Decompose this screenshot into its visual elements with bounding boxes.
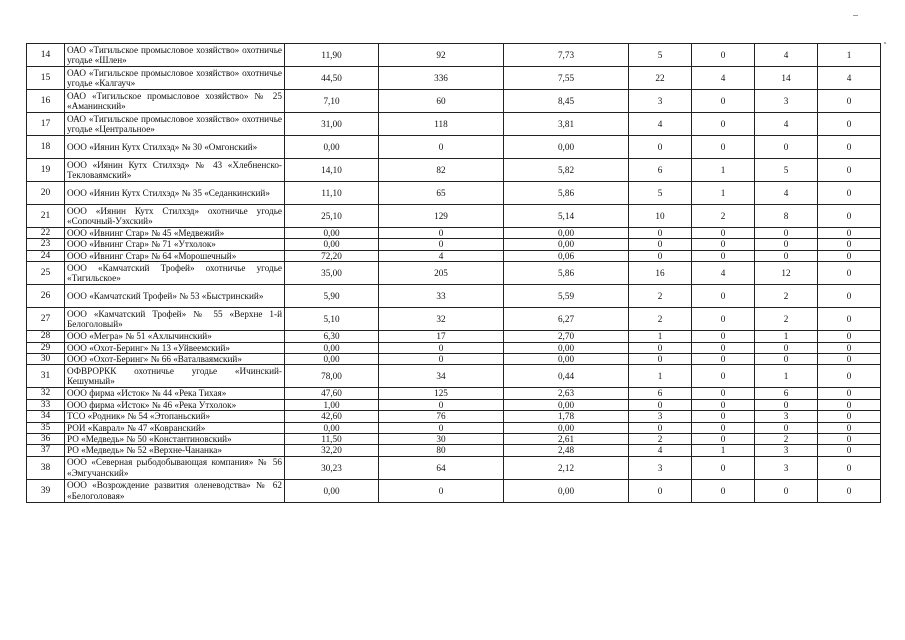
quota-column-4: 0 (818, 113, 881, 136)
density-value: 2,70 (504, 331, 629, 342)
table-row (27, 239, 881, 250)
quota-column-3: 0 (755, 250, 818, 261)
table-row (27, 159, 881, 182)
area-value: 47,60 (285, 388, 379, 399)
organization-name: ООО «Иянин Кутх Стилхэд» охотничье угодье «Сопочный-Уэхский» (65, 205, 285, 228)
quota-column-2: 4 (692, 67, 755, 90)
table-row (27, 136, 881, 159)
organization-name: РОИ «Каврал» № 47 «Ковранский» (65, 422, 285, 433)
quota-column-2: 0 (692, 354, 755, 365)
table-row (27, 113, 881, 136)
quota-column-2: 0 (692, 411, 755, 422)
quota-column-2: 0 (692, 239, 755, 250)
table-row (27, 308, 881, 331)
quota-column-2: 0 (692, 331, 755, 342)
density-value: 0,00 (504, 239, 629, 250)
count-value: 118 (379, 113, 504, 136)
quota-column-3: 3 (755, 411, 818, 422)
organization-name: ОАО «Тигильское промысловое хозяйство» охотничье угодье «Шлен» (65, 44, 285, 67)
quota-column-2: 0 (692, 422, 755, 433)
organization-name: ООО «Северная рыбодобывающая компания» № 56 «Эмгучанский» (65, 456, 285, 479)
area-value: 6,30 (285, 331, 379, 342)
row-number: 36 (27, 434, 65, 445)
area-value: 0,00 (285, 354, 379, 365)
density-value: 1,78 (504, 411, 629, 422)
quota-column-3: 0 (755, 399, 818, 410)
row-number: 26 (27, 285, 65, 308)
row-number: 16 (27, 90, 65, 113)
table-row (27, 44, 881, 67)
quota-column-2: 0 (692, 285, 755, 308)
quota-total: 5 (629, 44, 692, 67)
density-value: 5,14 (504, 205, 629, 228)
table-row (27, 422, 881, 433)
area-value: 11,90 (285, 44, 379, 67)
table-row (27, 262, 881, 285)
quota-total: 16 (629, 262, 692, 285)
quota-column-3: 14 (755, 67, 818, 90)
quota-column-3: 12 (755, 262, 818, 285)
table-row (27, 388, 881, 399)
quota-column-4: 1 (818, 44, 881, 67)
quota-total: 3 (629, 456, 692, 479)
area-value: 25,10 (285, 205, 379, 228)
quota-column-3: 3 (755, 90, 818, 113)
hunting-grounds-table-page (26, 43, 880, 503)
quota-column-2: 0 (692, 228, 755, 239)
count-value: 76 (379, 411, 504, 422)
row-number: 20 (27, 182, 65, 205)
area-value: 72,20 (285, 250, 379, 261)
quota-total: 5 (629, 182, 692, 205)
organization-name: РО «Медведь» № 52 «Верхне-Чананка» (65, 445, 285, 456)
density-value: 7,55 (504, 67, 629, 90)
quota-column-3: 0 (755, 228, 818, 239)
quota-column-4: 0 (818, 285, 881, 308)
area-value: 0,00 (285, 228, 379, 239)
quota-total: 0 (629, 342, 692, 353)
table-row (27, 90, 881, 113)
row-number: 33 (27, 399, 65, 410)
density-value: 2,61 (504, 434, 629, 445)
quota-total: 2 (629, 285, 692, 308)
quota-total: 0 (629, 239, 692, 250)
quota-column-2: 2 (692, 205, 755, 228)
quota-total: 4 (629, 445, 692, 456)
area-value: 5,90 (285, 285, 379, 308)
density-value: 0,00 (504, 479, 629, 502)
density-value: 8,45 (504, 90, 629, 113)
density-value: 0,44 (504, 365, 629, 388)
table-row (27, 354, 881, 365)
quota-column-2: 0 (692, 456, 755, 479)
quota-column-4: 0 (818, 388, 881, 399)
count-value: 0 (379, 136, 504, 159)
count-value: 129 (379, 205, 504, 228)
count-value: 0 (379, 422, 504, 433)
area-value: 0,00 (285, 342, 379, 353)
density-value: 0,00 (504, 228, 629, 239)
quota-column-2: 0 (692, 113, 755, 136)
quota-total: 1 (629, 331, 692, 342)
quota-column-2: 0 (692, 388, 755, 399)
organization-name: ООО «Ивнинг Стар» № 45 «Медвежий» (65, 228, 285, 239)
row-number: 37 (27, 445, 65, 456)
quota-column-3: 4 (755, 44, 818, 67)
count-value: 336 (379, 67, 504, 90)
organization-name: ООО «Возрождение развития оленеводства» № 62 «Белоголовая» (65, 479, 285, 502)
area-value: 11,50 (285, 434, 379, 445)
quota-column-2: 0 (692, 365, 755, 388)
quota-column-2: 0 (692, 479, 755, 502)
table-row (27, 182, 881, 205)
area-value: 42,60 (285, 411, 379, 422)
quota-column-3: 0 (755, 239, 818, 250)
quota-column-3: 0 (755, 136, 818, 159)
area-value: 35,00 (285, 262, 379, 285)
table-row (27, 331, 881, 342)
density-value: 7,73 (504, 44, 629, 67)
density-value: 0,00 (504, 342, 629, 353)
quota-column-2: 0 (692, 399, 755, 410)
area-value: 32,20 (285, 445, 379, 456)
density-value: 0,06 (504, 250, 629, 261)
density-value: 0,00 (504, 422, 629, 433)
area-value: 0,00 (285, 239, 379, 250)
table-row (27, 399, 881, 410)
quota-column-4: 0 (818, 262, 881, 285)
table-row (27, 205, 881, 228)
organization-name: ООО фирма «Исток» № 46 «Река Утхолок» (65, 399, 285, 410)
count-value: 92 (379, 44, 504, 67)
organization-name: ООО «Иянин Кутх Стилхэд» № 30 «Омгонский» (65, 136, 285, 159)
quota-column-4: 0 (818, 422, 881, 433)
quota-total: 3 (629, 411, 692, 422)
quota-column-2: 1 (692, 182, 755, 205)
area-value: 30,23 (285, 456, 379, 479)
row-number: 22 (27, 228, 65, 239)
table-row (27, 479, 881, 502)
quota-column-4: 0 (818, 136, 881, 159)
area-value: 7,10 (285, 90, 379, 113)
quota-column-4: 0 (818, 342, 881, 353)
density-value: 0,00 (504, 354, 629, 365)
quota-column-3: 3 (755, 456, 818, 479)
quota-total: 0 (629, 228, 692, 239)
quota-column-4: 0 (818, 411, 881, 422)
quota-total: 10 (629, 205, 692, 228)
row-number: 27 (27, 308, 65, 331)
table-row (27, 434, 881, 445)
area-value: 11,10 (285, 182, 379, 205)
count-value: 17 (379, 331, 504, 342)
organization-name: ООО «Камчатский Трофей» № 53 «Быстринский» (65, 285, 285, 308)
quota-column-4: 0 (818, 399, 881, 410)
area-value: 0,00 (285, 422, 379, 433)
organization-name: ООО фирма «Исток» № 44 «Река Тихая» (65, 388, 285, 399)
hunting-grounds-table (26, 43, 881, 503)
quota-total: 6 (629, 159, 692, 182)
quota-total: 6 (629, 388, 692, 399)
quota-column-4: 0 (818, 250, 881, 261)
count-value: 0 (379, 354, 504, 365)
quota-total: 0 (629, 399, 692, 410)
table-row (27, 456, 881, 479)
count-value: 0 (379, 228, 504, 239)
density-value: 2,63 (504, 388, 629, 399)
organization-name: ОФВРОРКК охотничье угодье «Ичинский-Кешумный» (65, 365, 285, 388)
row-number: 21 (27, 205, 65, 228)
count-value: 82 (379, 159, 504, 182)
quota-column-3: 5 (755, 159, 818, 182)
quota-column-2: 0 (692, 308, 755, 331)
quota-total: 4 (629, 113, 692, 136)
quota-column-3: 1 (755, 331, 818, 342)
table-row (27, 365, 881, 388)
row-number: 19 (27, 159, 65, 182)
area-value: 31,00 (285, 113, 379, 136)
organization-name: ООО «Иянин Кутх Стилхэд» № 35 «Седанкинский» (65, 182, 285, 205)
density-value: 6,27 (504, 308, 629, 331)
table-body (27, 44, 881, 503)
table-row (27, 445, 881, 456)
quota-column-2: 1 (692, 159, 755, 182)
row-number: 18 (27, 136, 65, 159)
row-number: 29 (27, 342, 65, 353)
quota-column-2: 0 (692, 90, 755, 113)
count-value: 32 (379, 308, 504, 331)
quota-column-4: 0 (818, 308, 881, 331)
count-value: 60 (379, 90, 504, 113)
quota-column-3: 0 (755, 354, 818, 365)
count-value: 0 (379, 399, 504, 410)
row-number: 25 (27, 262, 65, 285)
quota-column-4: 0 (818, 445, 881, 456)
count-value: 80 (379, 445, 504, 456)
table-row (27, 67, 881, 90)
table-row (27, 228, 881, 239)
organization-name: ОАО «Тигильское промысловое хозяйство» охотничье угодье «Центральное» (65, 113, 285, 136)
density-value: 2,48 (504, 445, 629, 456)
quota-column-4: 0 (818, 228, 881, 239)
count-value: 33 (379, 285, 504, 308)
quota-column-3: 0 (755, 479, 818, 502)
density-value: 0,00 (504, 136, 629, 159)
row-number: 17 (27, 113, 65, 136)
row-number: 38 (27, 456, 65, 479)
area-value: 5,10 (285, 308, 379, 331)
quota-column-3: 1 (755, 365, 818, 388)
organization-name: ОАО «Тигильское промысловое хозяйство» № 25 «Аманинский» (65, 90, 285, 113)
count-value: 0 (379, 342, 504, 353)
density-value: 5,86 (504, 262, 629, 285)
density-value: 2,12 (504, 456, 629, 479)
quota-column-4: 0 (818, 434, 881, 445)
organization-name: РО «Медведь» № 50 «Константиновский» (65, 434, 285, 445)
quota-total: 0 (629, 136, 692, 159)
area-value: 78,00 (285, 365, 379, 388)
count-value: 0 (379, 239, 504, 250)
quota-column-4: 0 (818, 354, 881, 365)
quota-column-3: 4 (755, 113, 818, 136)
quota-column-2: 0 (692, 250, 755, 261)
quota-total: 1 (629, 365, 692, 388)
row-number: 30 (27, 354, 65, 365)
count-value: 34 (379, 365, 504, 388)
count-value: 0 (379, 479, 504, 502)
organization-name: ООО «Камчатский Трофей» № 55 «Верхне 1-й Белоголовый» (65, 308, 285, 331)
count-value: 64 (379, 456, 504, 479)
row-number: 35 (27, 422, 65, 433)
density-value: 5,82 (504, 159, 629, 182)
quota-column-3: 6 (755, 388, 818, 399)
area-value: 14,10 (285, 159, 379, 182)
scan-dot (884, 42, 886, 44)
table-row (27, 411, 881, 422)
density-value: 5,86 (504, 182, 629, 205)
quota-column-2: 0 (692, 136, 755, 159)
table-row (27, 342, 881, 353)
quota-column-4: 0 (818, 456, 881, 479)
organization-name: ООО «Охот-Беринг» № 13 «Уйвеемский» (65, 342, 285, 353)
quota-total: 22 (629, 67, 692, 90)
organization-name: ООО «Мегра» № 51 «Ахлычинский» (65, 331, 285, 342)
quota-total: 2 (629, 434, 692, 445)
density-value: 5,59 (504, 285, 629, 308)
count-value: 125 (379, 388, 504, 399)
area-value: 0,00 (285, 136, 379, 159)
quota-column-3: 2 (755, 285, 818, 308)
quota-column-2: 1 (692, 445, 755, 456)
density-value: 0,00 (504, 399, 629, 410)
row-number: 32 (27, 388, 65, 399)
quota-column-4: 0 (818, 479, 881, 502)
row-number: 15 (27, 67, 65, 90)
area-value: 44,50 (285, 67, 379, 90)
quota-column-4: 0 (818, 331, 881, 342)
quota-total: 0 (629, 250, 692, 261)
row-number: 28 (27, 331, 65, 342)
quota-column-2: 0 (692, 342, 755, 353)
quota-column-3: 8 (755, 205, 818, 228)
table-row (27, 250, 881, 261)
count-value: 4 (379, 250, 504, 261)
quota-column-2: 0 (692, 44, 755, 67)
quota-column-3: 3 (755, 445, 818, 456)
quota-column-3: 4 (755, 182, 818, 205)
quota-total: 0 (629, 422, 692, 433)
area-value: 1,00 (285, 399, 379, 410)
count-value: 205 (379, 262, 504, 285)
area-value: 0,00 (285, 479, 379, 502)
organization-name: ООО «Ивнинг Стар» № 64 «Морошечный» (65, 250, 285, 261)
organization-name: ООО «Камчатский Трофей» охотничье угодье «Тигильское» (65, 262, 285, 285)
quota-column-3: 0 (755, 422, 818, 433)
row-number: 24 (27, 250, 65, 261)
count-value: 65 (379, 182, 504, 205)
density-value: 3,81 (504, 113, 629, 136)
organization-name: ТСО «Родник» № 54 «Этопаньский» (65, 411, 285, 422)
quota-total: 3 (629, 90, 692, 113)
row-number: 23 (27, 239, 65, 250)
quota-column-4: 0 (818, 365, 881, 388)
quota-column-3: 2 (755, 308, 818, 331)
organization-name: ООО «Охот-Беринг» № 66 «Ваталваямский» (65, 354, 285, 365)
quota-column-2: 0 (692, 434, 755, 445)
quota-column-4: 0 (818, 159, 881, 182)
quota-column-2: 4 (692, 262, 755, 285)
row-number: 34 (27, 411, 65, 422)
quota-column-4: 0 (818, 90, 881, 113)
organization-name: ОАО «Тигильское промысловое хозяйство» охотничье угодье «Калгауч» (65, 67, 285, 90)
organization-name: ООО «Иянин Кутх Стилхэд» № 43 «Хлебненско-Текловаямский» (65, 159, 285, 182)
table-row (27, 285, 881, 308)
organization-name: ООО «Ивнинг Стар» № 71 «Утхолок» (65, 239, 285, 250)
quota-column-4: 0 (818, 182, 881, 205)
row-number: 14 (27, 44, 65, 67)
quota-column-4: 0 (818, 205, 881, 228)
quota-column-4: 0 (818, 239, 881, 250)
quota-total: 0 (629, 354, 692, 365)
count-value: 30 (379, 434, 504, 445)
row-number: 39 (27, 479, 65, 502)
row-number: 31 (27, 365, 65, 388)
quota-total: 2 (629, 308, 692, 331)
quota-total: 0 (629, 479, 692, 502)
scan-mark (853, 15, 858, 16)
quota-column-3: 0 (755, 342, 818, 353)
quota-column-3: 2 (755, 434, 818, 445)
quota-column-4: 4 (818, 67, 881, 90)
